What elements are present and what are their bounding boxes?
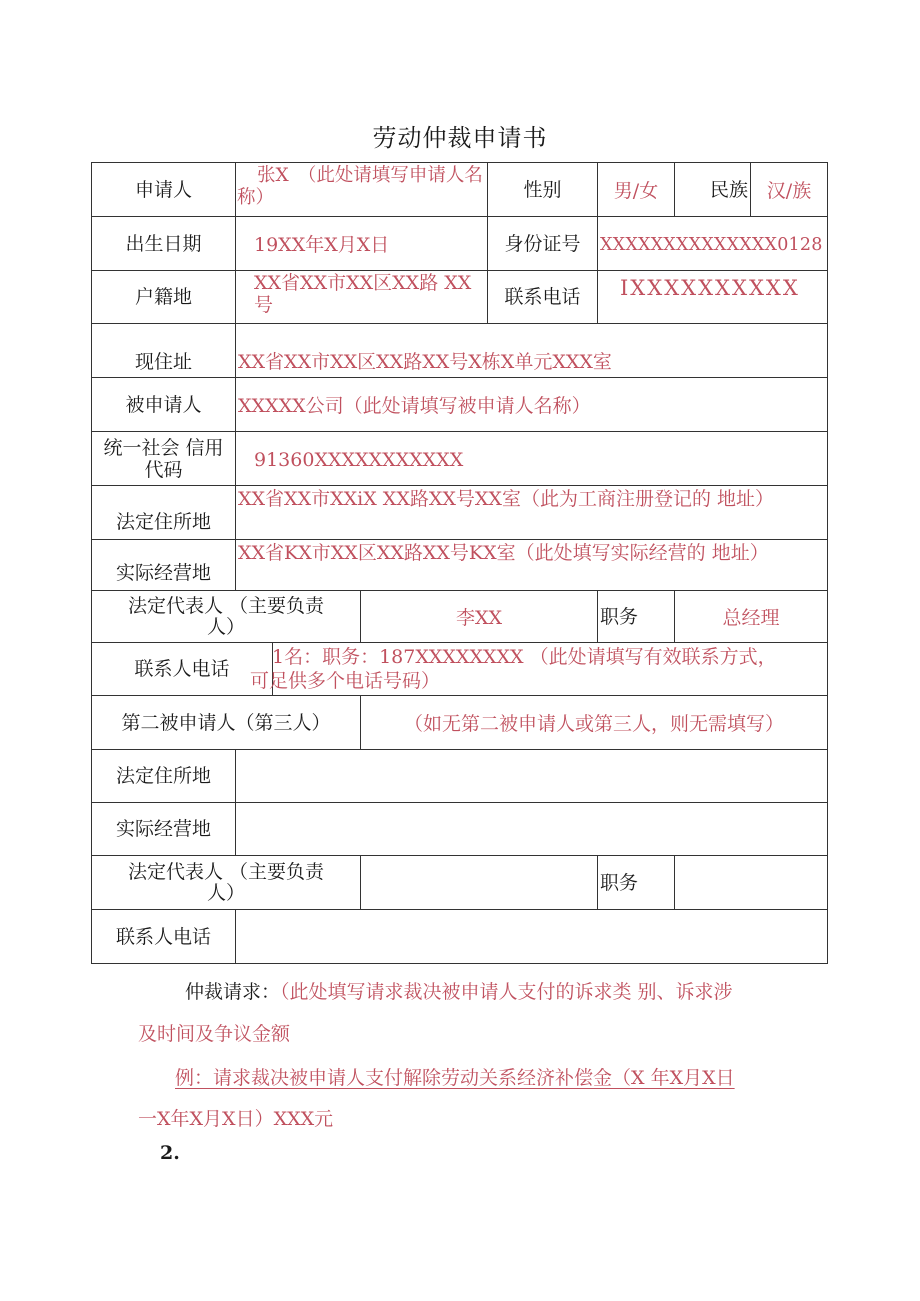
id-number-label: 身份证号 — [487, 216, 598, 271]
current-address-value[interactable]: XX省XX市XX区XX路XX号X栋X单元XXX室 — [235, 323, 828, 378]
operating-address-value[interactable]: XX省KX市XX区XX路XX号KX室（此处填写实际经营的 地址） — [235, 539, 828, 591]
second-duty-value[interactable] — [674, 855, 828, 910]
legal-rep-value[interactable]: 李XX — [360, 590, 598, 643]
claims-label: 仲裁请求： — [185, 981, 281, 1003]
second-contact-phone-value[interactable] — [235, 909, 828, 964]
credit-code-value[interactable]: 91360XXXXXXXXXXX — [235, 431, 828, 486]
gender-label: 性别 — [487, 162, 598, 217]
contact-phone-value[interactable] — [250, 642, 828, 696]
contact-phone-line-2: 可足供多个电话号码） — [250, 670, 441, 692]
ethnicity-value[interactable]: 汉/族 — [750, 162, 828, 217]
second-operating-address-label: 实际经营地 — [91, 802, 236, 856]
second-legal-address-label: 法定住所地 — [91, 749, 236, 803]
second-contact-phone-label: 联系人电话 — [91, 909, 236, 964]
gender-value[interactable]: 男/女 — [597, 162, 675, 217]
applicant-value[interactable] — [235, 162, 488, 217]
contact-phone-label: 联系人电话 — [91, 642, 273, 696]
second-legal-rep-value[interactable] — [360, 855, 598, 910]
birth-date-label: 出生日期 — [91, 216, 236, 271]
claims-line-1 — [185, 980, 733, 1004]
phone-value[interactable]: IXXXXXXXXXX — [597, 270, 828, 324]
claims-desc-2: 及时间及争议金额 — [138, 1023, 291, 1045]
current-address-label: 现住址 — [91, 323, 236, 378]
hukou-label: 户籍地 — [91, 270, 236, 324]
respondent-value[interactable]: XXXXX公司（此处请填写被申请人名称） — [235, 377, 828, 432]
credit-code-label: 统一社会 信用代码 — [91, 431, 236, 486]
second-respondent-value[interactable]: （如无第二被申请人或第三人，则无需填写） — [360, 695, 828, 750]
contact-phone-line-1: 1名：职务：187XXXXXXXX （此处请填写有效联系方式， — [272, 646, 777, 668]
second-legal-address-value[interactable] — [235, 749, 828, 803]
legal-address-value[interactable]: XX省XX市XXiX XX路XX号XX室（此为工商注册登记的 地址） — [235, 485, 828, 540]
operating-address-label: 实际经营地 — [91, 539, 236, 591]
respondent-label: 被申请人 — [91, 377, 236, 432]
second-legal-rep-label: 法定代表人 （主要负责人） — [91, 855, 361, 910]
claims-example-2: 一X年X月X日）XXX元 — [138, 1108, 334, 1130]
birth-date-value[interactable]: 19XX年X月X日 — [235, 216, 488, 271]
applicant-label: 申请人 — [91, 162, 236, 217]
ethnicity-label: 民族 — [674, 162, 751, 217]
applicant-value-text: 张X （此处请填写申请人名称） — [237, 165, 483, 208]
claims-desc-1: （此处填写请求裁决被申请人支付的诉求类 别、诉求涉 — [280, 981, 733, 1003]
claims-item-2: 2. — [160, 1142, 180, 1164]
claims-example-1: 例：请求裁决被申请人支付解除劳动关系经济补偿金（X 年X月X日 — [175, 1067, 735, 1089]
duty-value[interactable]: 总经理 — [674, 590, 828, 643]
phone-label: 联系电话 — [487, 270, 598, 324]
document-title: 劳动仲裁申请书 — [372, 124, 548, 152]
duty-label: 职务 — [597, 590, 675, 643]
legal-rep-label: 法定代表人 （主要负责人） — [91, 590, 361, 643]
id-number-value[interactable]: XXXXXXXXXXXXXX0128 — [597, 216, 828, 271]
second-operating-address-value[interactable] — [235, 802, 828, 856]
legal-address-label: 法定住所地 — [91, 485, 236, 540]
second-duty-label: 职务 — [597, 855, 675, 910]
second-respondent-label: 第二被申请人（第三人） — [91, 695, 361, 750]
hukou-value[interactable]: XX省XX市XX区XX路 XX号 — [235, 270, 488, 324]
